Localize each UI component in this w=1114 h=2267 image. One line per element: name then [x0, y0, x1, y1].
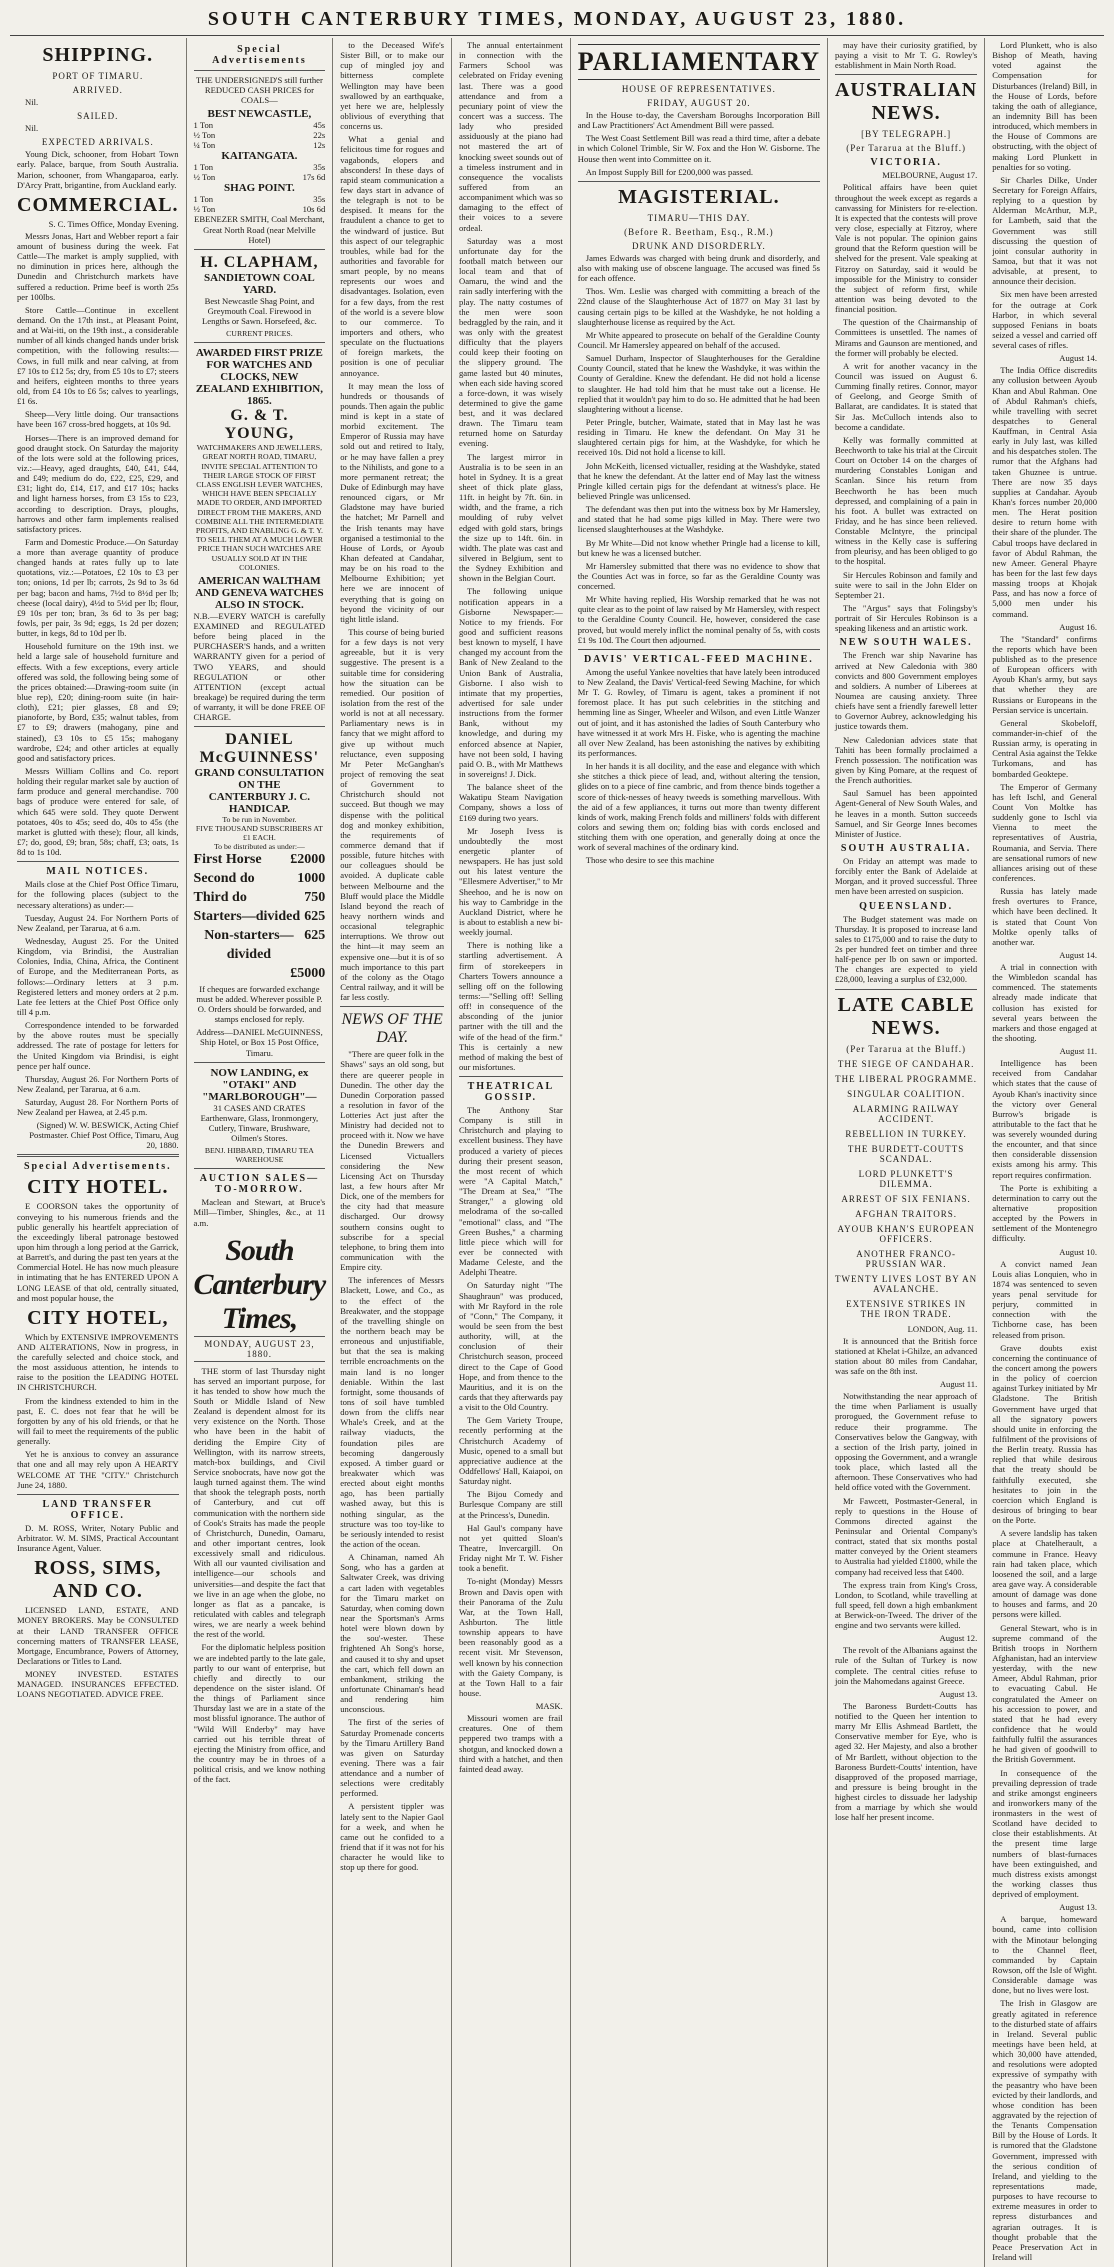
cable-para: The revolt of the Albanians against the rule of the Sultan of Turkey is now complete. The central cities refuse to join the Mahomedans against Greece.: [834, 1645, 978, 1686]
news-para: The first of the series of Saturday Promenade concerts by the Timaru Artillery Band was given on Saturday evening. There was a fair attendance and a number of selections were creditably performed.: [340, 1717, 444, 1799]
drunk-heading: DRUNK AND DISORDERLY.: [632, 240, 766, 251]
run-line: To be run in November.: [222, 815, 297, 825]
distributed-line: To be distributed as under:—: [213, 842, 305, 852]
auction-heading: AUCTION SALES—TO-MORROW.: [199, 1173, 320, 1196]
news-para: There is nothing like a startling advertisement. A firm of storekeepers in Charters Towers announce a selling off on the following terms:—"Selling off! Selling off! in consequence of the absconding of the junior partner with the till and the wife of the head of the firm." This is certainly a new method of making the best of our misfortunes.: [459, 940, 563, 1072]
expected-label: EXPECTED ARRIVALS.: [41, 137, 154, 148]
land-office-heading: LAND TRANSFER OFFICE.: [42, 1498, 154, 1521]
mag-para: Samuel Durham, Inspector of Slaughterhouses for the Geraldine County Council, stated that he knew the Washdyke, it was within the County of Geraldine. Knew the defendant. He did not hold a license to slaughter. He had told him that he must take out a license. He replied that it wouldn't pay him to do so. He admitted that he had been slaughtering without a license.: [577, 353, 820, 414]
mag-para: Mr White appeared to prosecute on behalf of the Geraldine County Council. Mr Hamersley appeared on behalf of the accused.: [577, 329, 820, 350]
city-hotel-para: Which by EXTENSIVE IMPROVEMENTS AND ALTERATIONS, Now in progress, in the carefully selected and choice stock, and the most assiduous attention, he intends to raise to the position the LEADING HOTEL IN CHRISTCHURCH.: [17, 1331, 179, 1393]
cable-dateline: August 13.: [1059, 1902, 1097, 1913]
mag-para: The defendant was then put into the witness box by Mr Hamersley, and stated that he had some pigs killed in May. There were two licensed slaughterhouses at the Washdyke.: [577, 504, 820, 535]
commercial-para: Sheep—Very little doing. Our transactions have been 167 cross-bred hoggets, at 10s 9d.: [17, 409, 179, 430]
coal-price-row: [194, 162, 326, 172]
clapham-name: H. CLAPHAM,: [200, 253, 319, 271]
magisterial-bench: (Before R. Beetham, Esq., R.M.): [624, 226, 774, 237]
shipping-heading: SHIPPING.: [42, 44, 154, 66]
leader-para: For the diplomatic helpless position we are indebted partly to the late gale, partly to our want of enterprise, but chiefly and directly to our dependence on the sister island. Of the things of Parliament since Thursday last we are in a state of the most blissful ignorance. The author of "Wild Will Enderby" may have carried out his terrible threat of ejecting the Ministry from office, and the country may be in throes of a political crisis, and we know nothing of the fact.: [193, 1642, 326, 1785]
coal-price-row: [194, 130, 326, 140]
theatre-para: The Anthony Star Company is still in Christchurch and playing to excellent business. They have produced a variety of pieces during their present season, the most recent of which were "A Capital Match," "The Dream at Sea," "The Stranger," a glowing old melodrama of the so-called "emotional" class, and "The Green Bushes," a charming little piece which will for ever be connected with Madame Celeste, and the Adelphi Theatre.: [459, 1105, 563, 1278]
theatre-para: On Saturday night "The Shaughraun" was produced, with Mr Rayford in the role of "Conn," The Company, it would be seen from the best authority, will, at the conclusion of their Christchurch season, proceed direct to the Cape of Good Hope, and from thence to the Mauritius, and it is on the cards that they afterwards pay a visit to the Old Country.: [459, 1280, 563, 1413]
city-hotel-name: CITY HOTEL,: [27, 1306, 169, 1329]
coal-price-row-value: 12s: [313, 140, 326, 151]
prize-row: [194, 927, 326, 965]
divider: [194, 726, 326, 727]
otaki-heading: NOW LANDING, ex "OTAKI" AND "MARLBOROUGH"—: [202, 1066, 317, 1103]
column-1: [10, 38, 187, 2267]
mail-para: Tuesday, August 24. For Northern Ports of New Zealand, per Tararua, at 6 a.m.: [17, 912, 179, 933]
city-hotel-para: E COORSON takes the opportunity of conveying to his numerous friends and the public generally his heartfelt appreciation of the exceedingly liberal patronage bestowed upon him through a long period at the Garrick, at Barrett's, and during the past ten years at the Commercial Hotel. He has now much pleasure in intimating that he has ENTERED UPON A LONG LEASE of that old, centrally situated, and most popular house, the: [17, 1201, 179, 1303]
mail-para: Wednesday, August 25. For the United Kingdom, via Brindisi, the Australian Colonies, India, China, Africa, the Continent of Europe, and the Mediterranean Ports, as follows:—Ordinary letters at 3 p.m. Registered letters and money orders at 2 p.m. Late fee letters at the Chief Post Office only till 4 p.m.: [17, 935, 179, 1017]
aus-para: The question of the Chairmanship of Committees is unsettled. The names of Mirams and Gaunson are mentioned, and the former will probably be elected.: [834, 317, 978, 358]
coal-intro: THE UNDERSIGNED'S still further REDUCED CASH PRICES for COALS—: [195, 75, 323, 106]
victoria-dateline: MELBOURNE, August 17.: [882, 170, 978, 181]
cable-para: Notwithstanding the near approach of the time when Parliament is usually prorogued, the Government refuse to reduce their programme. The Conservatives below the Gangway, with a section of the Irish party, joined in opposing the Government, and a wrangle took place, which lasted all the afternoon. These Conservatives who had held office voted with the Government.: [834, 1391, 978, 1493]
cable-para: Russia has lately made fresh overtures to France, which have been declined. It is stated that Count Von Moltke openly talks of another war.: [992, 886, 1097, 947]
coal-price-row: [194, 120, 326, 130]
divider: [194, 70, 326, 71]
aus-para: Sir Hercules Robinson and family and suite were to sail in the John Elder on September 21.: [834, 569, 978, 600]
subscribers-line: FIVE THOUSAND SUBSCRIBERS AT £1 EACH.: [195, 824, 323, 843]
cable-dateline: August 13.: [939, 1688, 978, 1699]
davis-para: Those who desire to see this machine: [585, 855, 715, 866]
newcastle-heading: BEST NEWCASTLE,: [207, 108, 312, 121]
coal-price-row-value: 45s: [313, 120, 326, 131]
prize-row-label: Second do: [193, 871, 255, 887]
masthead: SOUTH CANTERBURY TIMES, MONDAY, AUGUST 23, 1880.: [10, 8, 1104, 36]
news-para: Missouri women are frail creatures. One of them peppered two tramps with a shotgun, and knocked down a third with a hatchet, and then fainted dead away.: [459, 1713, 563, 1774]
davis-para: Among the useful Yankee novelties that have lately been introduced to New Zealand, the Davis' Vertical-feed Sewing Machine, for which Mr T. G. Rowley, of Timaru is agent, takes a prominent if not foremost place. It has put such celebrities in the stitching and hemming line as Singer, Wheeler and Wilson, and even Little Wanzer out of joint, and it has astonished the ladies of South Canterbury who have witnessed it at work Mrs H. Fiske, who is agenting the machine all over New Zealand, has been astonishing the natives by exhibiting its performances.: [577, 666, 820, 759]
cable-headline: LORD PLUNKETT'S DILEMMA.: [858, 1168, 954, 1189]
davis-para: may have their curiosity gratified, by paying a visit to Mr T. G. Rowley's establishment in Main North Road.: [834, 40, 978, 71]
prize-row-label: Third do: [193, 890, 247, 906]
cable-para: A convict named Jean Louis alias Lonquien, who in 1874 was sentenced to seven years penal servitude for perjury, committed in connection with the Tichborne case, has been released from prison.: [992, 1258, 1097, 1340]
gt-young-name: G. & T. YOUNG,: [224, 407, 295, 443]
qld-heading: QUEENSLAND.: [859, 900, 954, 912]
cable-para: The India Office discredits any collusion between Ayoub Khan and Abul Rahman. One of Abdul Rahman's chiefs, while travelling with secret despatches to General Kauffman, in Central Asia early in July last, was killed and his despatches stolen. The rumor that the Afghans had taken Ghuznee is untrue. There are now 35 days supplies at Candahar. Ayoub Khan's forces number 20,000 men. The Herat position desire to return home with their share of the plunder. The Cabul troops have declared in favor of Abdul Rahman, the new Ameer. General Phayre has been for the last few days massing troops at Khojak Pass, and has now a force of 5,000 men under his command.: [992, 365, 1097, 619]
aus-para: Kelly was formally committed at Beechworth to take his trial at the Circuit Court on October 14 on the charges of murdering Constables Lonigan and Scanlan. Since his return from Beechworth he has been much depressed, and complaining of a pain in his foot. A bullet was extracted on Friday, and he has since been relieved. Constable McIntyre, the principal witness in the Kelly case is suffering from pleurisy, and has been obliged to go to the hospital.: [834, 434, 978, 567]
coal-price-row-label: ½ Ton: [193, 172, 216, 183]
news-para: A Chinaman, named Ah Song, who has a garden at Saltwater Creek, was driving a cart laden with vegetables for the Timaru market on Saturday, when coming down near the Sportsman's Arms hotel were blown down by the sou'-wester. These frightened Ah Song's horse, and caused it to shy and upset the cart, which fell down an embankment, striking the unfortunate Chinaman's head and rendering him unconscious.: [340, 1552, 444, 1715]
handicap-title: CANTERBURY J. C. HANDICAP.: [208, 791, 311, 816]
port-heading: PORT OF TIMARU.: [52, 71, 144, 81]
cable-headline: REBELLION IN TURKEY.: [845, 1128, 967, 1139]
otaki-para: 31 CASES AND CRATES Earthenware, Glass, Ironmongery, Cutlery, Tinware, Brushware, Oilmen's Stores.: [200, 1102, 319, 1144]
watch-ad: [194, 347, 326, 722]
prize-row-label: First Horse: [193, 852, 262, 868]
cable-para: The Porte is exhibiting a determination to carry out the alternative proposition accepted by the Powers in settlement of the Montenegro difficulty.: [992, 1182, 1097, 1244]
leader-para: It may mean the loss of hundreds or thousands of pounds. Then again the public mind is kept in a state of morbid excitement. The Emperor of Russia may have sold out and retired to Italy, or he may have fallen a prey to the Nihilists, and gone to a more permanent retreat; the Duke of Edinburgh may have renounced cigars, or Mr Gladstone may have buried the hatchet; Mr Parnell and the Irish tenants may have organised a testimonial to the House of Lords, or Ayoub Khan defeated at Candahar, may be on his road to the Melbourne Exhibition; yet here we are innocent of everything that is going on beyond the vicinity of our tight little island.: [340, 380, 444, 624]
cable-para: The "Standard" confirms the reports which have been published as to the presence of European officers with Ayoub Khan's army, but says that whether they are Russians or Europeans in the Persian service is uncertain.: [992, 633, 1097, 715]
divider: [835, 989, 977, 990]
otaki-ad: [194, 1067, 326, 1165]
coal-price-row: [194, 140, 326, 150]
aus-para: A writ for another vacancy in the Council was issued on August 6. Cumming finally retires. Connor, mayor of Geelong, and George Smith of Ballarat, are candidates. It is stated that Sir Jas. McCulloch intends also to become a candidate.: [834, 360, 978, 432]
land-office-firm: ROSS, SIMS, AND CO.: [34, 1557, 162, 1603]
cable-dateline: August 11.: [939, 1379, 978, 1390]
news-para: The following unique notification appears in a Gisborne Newspaper:—Notice to my friends. For good and sufficient reasons best known to myself, I have changed my account from the Bank of New Zealand to the Union Bank of Australia, Gisborne. I also wish to intimate that my properties, advertised for sale under instructions from the former Bank, without my knowledge, and during my enforced absence at Napier, have not been sold, I having paid O. B., with Mr Matthews in sovereigns! J. Dick.: [459, 586, 563, 779]
mail-para: Saturday, August 28. For Northern Ports of New Zealand per Hawea, at 2.45 p.m.: [17, 1097, 179, 1118]
column-7: [985, 38, 1104, 2267]
coal-price-row-value: 35s: [313, 162, 326, 173]
prize-total: £5000: [290, 965, 326, 981]
shag-heading: SHAG POINT.: [224, 182, 295, 195]
cable-dateline: August 12.: [939, 1633, 978, 1644]
mag-para: John McKeith, licensed victualler, residing at the Washdyke, stated that he knew the defendant. At the latter end of May last the witness Pringle killed certain pigs for the defendant at witness's place. He believed Pringle was unlicensed.: [577, 460, 820, 501]
cable-para: A severe landslip has taken place at Chatelherault, a commune in France. Heavy rain had taken place, which loosened the soil, and a large area gave way. A considerable amount of damage was done to houses and farms, and 20 persons were killed.: [992, 1528, 1097, 1620]
cable-para: General Skobeloff, commander-in-chief of the Russian army, is operating in Central Asia against the Tekke Turkomans, and has bombarded Geoktepe.: [992, 717, 1097, 779]
column-5: [571, 38, 828, 2267]
cable-headline: SINGULAR COALITION.: [847, 1088, 966, 1099]
cable-para: Sir Charles Dilke, Under Secretary for Foreign Affairs, replying to a question by Alderman McArthur, M.P., for Lambeth, said that the Government was still discussing the question of joint consular authority in Samoa, but that it was not advisable, at present, to announce their decision.: [992, 174, 1097, 287]
theatre-para: Hal Gaul's company have not yet quitted Sloan's Theatre, Invercargill. On Friday night Mr T. W. Fisher took a benefit.: [459, 1522, 563, 1574]
cable-headline: THE BURDETT-COUTTS SCANDAL.: [847, 1143, 965, 1164]
commercial-heading: COMMERCIAL.: [17, 193, 179, 216]
mail-para: Thursday, August 26. For Northern Ports of New Zealand, per Tararua, at 6 a.m.: [17, 1073, 179, 1094]
magisterial-heading: MAGISTERIAL.: [618, 185, 780, 208]
cable-dateline: August 14.: [1059, 353, 1097, 364]
news-para: "There are queer folk in the Shaws" says an old song, but there are queerer people in Dunedin. The other day the Dunedin Corporation passed a resolution in favor of the Lotteries Act just after the Ministry had decided not to proceed with it. Now we have the Dunedin Brewers and Licensed Victuallers considering the New Licensing Act on Thursday last, a few hours after Mr Dick, one of the members for the city had that measure discharged. Our drowsy southern consins ought to subscribe for a special telephone, to bring them into communication with the Empire city.: [340, 1049, 444, 1273]
divider: [835, 74, 977, 75]
special-ads-heading: Special Advertisements.: [23, 1161, 172, 1173]
commercial-para: Store Cattle—Continue in excellent demand. On the 17th inst., at Pleasant Point, and at Wai-iti, on the 19th inst., a considerable number of all kinds changed hands under brisk competition, with the following results:—Cows, in full milk and near calving, at from £7 10s to £12 5s; dry, from £5 10s to £7; steers and heifers, eighteen months to three years old, from £4 10s to £6 5s; calves to yearlings, £1 6s.: [17, 304, 179, 407]
divider: [194, 1168, 326, 1169]
theatre-signature: MASK.: [535, 1701, 563, 1712]
coal-price-row: [194, 204, 326, 214]
cable-dateline: August 10.: [1059, 1246, 1097, 1257]
divider: [194, 249, 326, 250]
mail-heading: MAIL NOTICES.: [46, 866, 150, 878]
cable-headline: THE LIBERAL PROGRAMME.: [835, 1073, 978, 1084]
prize-row: [194, 908, 326, 927]
clapham-prices: CURRENT PRICES.: [226, 329, 293, 339]
sa-heading: SOUTH AUSTRALIA.: [840, 843, 972, 854]
coal-price-row-label: 1 Ton: [193, 120, 214, 131]
mag-para: Peter Pringle, butcher, Waimate, stated that in May last he was residing in Timaru. He knew the defendant. On May 31 he slaughtered certain pigs for him, at the Washdyke, for which he received 10s. Did not hold a license to kill.: [577, 416, 820, 458]
cable-headline: ALARMING RAILWAY ACCIDENT.: [852, 1103, 960, 1124]
prize-row-value: 625: [304, 928, 326, 943]
cable-headline: AFGHAN TRAITORS.: [855, 1208, 957, 1219]
coal-ad: [194, 75, 326, 245]
leader-para: This course of being buried for a few days is not very agreeable, but it is very suggestive. The present is a suitable time for considering how the situation can be remedied. Our position of isolation from the rest of the world is not at all necessary. Parliamentary news is in fancy that we might afford to give up without much reluctance, even supposing Mr Peter McGanghan's project of removing the seat of Government to Christchurch should not succeed. But though we may dispense with the political dog and monkey exhibition, the requirements of commerce demand that if possible, future hitches with our colleagues should be avoided. A duplicate cable between Melbourne and the Bluff would place the Middle Island beyond the reach of heavy northern winds and occasional telegraphic interruptions. We throw out the hint—it may seem an expensive one—but it is of so much importance to this part of the colony as the Otago Central railway, and it will be far less costly.: [340, 627, 444, 1003]
aus-para: The "Argus" says that Folingsby's portrait of Sir Hercules Robinson is a speaking likeness and an artistic work.: [834, 603, 978, 634]
australian-news-heading: AUSTRALIAN NEWS.: [834, 79, 978, 125]
expected-text: Young Dick, schooner, from Hobart Town early. Palace, barque, from South Australia. Marion, schooner, from Whangaparoa, early. D'Arcy Pratt, brigantine, from Auckland early.: [17, 149, 179, 190]
cable-para: The Emperor of Germany has left Ischl, and General Count Von Moltke has suddenly gone to Ischl via Vienna to meet the representatives of Austria, Roumania, and Servia. There are sensational rumors of new alliances arising out of these conferences.: [992, 781, 1097, 883]
mag-para: Thos. Wm. Leslie was charged with committing a breach of the 22nd clause of the Slaughterhouse Act of 1877 on May 31 last by causing certain pigs to be killed at the Washdyke, he not holding a slaughterhouse license as required by the Act.: [577, 286, 820, 327]
coal-price-row-label: 1 Ton: [193, 194, 214, 205]
theatre-para: The Bijou Comedy and Burlesque Company are still at the Princess's, Dunedin.: [459, 1489, 563, 1520]
prize-row-label: Non-starters—divided: [204, 928, 294, 962]
daniel-address: Address—DANIEL McGUINNESS, Ship Hotel, or Box 15 Post Office, Timaru.: [196, 1027, 323, 1058]
gt-young-para: N.B.—EVERY WATCH is carefully EXAMINED and REGULATED before being placed in the PURCHASER'S hands, and a written WARRANTY given for a period of TWO YEARS, and should REGULATION or other ATTENTION (except actual breakage) be required during the term of warranty, it will be done FREE OF CHARGE.: [193, 610, 326, 723]
aus-para: The Budget statement was made on Thursday. It is proposed to increase land sales to £175,000 and to raise the duty to 2s per hundred feet on timber and three half-pence per lb on sawn or imported. The changes are expected to yield £28,000, leaving a surplus of £32,000.: [834, 913, 978, 985]
mail-para: Correspondence intended to be forwarded by the above routes must be specially addressed. The rate of postage for letters for the United Kingdom via Brindisi, is eight pence per half ounce.: [17, 1020, 179, 1071]
arrived-text: Nil.: [25, 97, 39, 107]
city-hotel-para: Yet he is anxious to convey an assurance that one and all may rely upon A HEARTY WELCOME AT THE "CITY." Christchurch June 24, 1880.: [17, 1449, 179, 1490]
news-para: The annual entertainment in connection with the Farmers School was celebrated on Friday evening last. There was a good attendance and from a pecuniary point of view the concert was a success. The lady who presided assiduously at the piano had not mastered the art of knocking sweet sounds out of a timeless instrument and in consequence the vocalists suffered from an accompaniment which was so damaging to the effect of their voices to a severe ordeal.: [459, 40, 563, 233]
divider: [194, 1062, 326, 1063]
parliamentary-date: FRIDAY, AUGUST 20.: [647, 98, 751, 108]
by-telegraph: [BY TELEGRAPH.]: [861, 129, 952, 140]
kaitangata-heading: KAITANGATA.: [221, 150, 298, 163]
aus-para: The French war ship Navarine has arrived at New Caledonia with 380 convicts and 800 Government employes and soldiers. A number of Liberees at Noumea are causing anxiety. Three chiefs have sent a friendly farewell letter to Governor Aubrey, acknowledging his justice towards them.: [834, 650, 978, 732]
sailed-text: Nil.: [25, 123, 39, 134]
cable-dateline: LONDON, Aug. 11.: [907, 1323, 978, 1334]
award-line: AWARDED FIRST PRIZE FOR WATCHES AND CLOCKS, NEW ZEALAND EXHIBITION, 1865.: [195, 347, 323, 408]
cable-per-tararua: (Per Tararua at the Bluff.): [846, 1043, 966, 1054]
land-office-names: D. M. ROSS, Writer, Notary Public and Arbitrator. W. M. SIMS, Practical Accountant Insurance Agent, Valuer.: [17, 1522, 179, 1554]
house-heading: HOUSE OF REPRESENTATIVES.: [621, 84, 776, 94]
otaki-signature: BENJ. HIBBARD, TIMARU TEA WAREHOUSE: [204, 1146, 314, 1165]
cable-headline: ARREST OF SIX FENIANS.: [841, 1193, 971, 1204]
cable-para: Intelligence has been received from Candahar which states that the cause of Ayoub Khan's inactivity since the victory over General Burrow's brigade is attributable to the fact that he was severely wounded during the encounter, and that since then considerable dissension exists among his army. This report requires confirmation.: [992, 1058, 1097, 1180]
leader-para: What a genial and felicitous time for rogues and vagabonds, elopers and absconders! In these days of rapid steam communication a few days start in advance of the telegraph is not to be despised. It means for the fraudulent a chance to get to the windward of justice. But this aspect of our telegraphic troubles, while bad for the authorities and favorable for smart people, by no means represents our woes and disadvantages. Isolation, even for a few days, from the rest of the world is a severe blow to our commerce. To importers and others, who speculate on the fluctuations of foreign markets, the position is one of peculiar annoyance.: [340, 134, 444, 378]
daniel-para: If cheques are forwarded exchange must be added. Wherever possible P. O. Orders should be forwarded, and stamps enclosed for reply.: [196, 983, 323, 1025]
coal-price-row-label: ½ Ton: [193, 130, 216, 141]
aus-para: Political affairs have been quiet throughout the week except as regards a canvassing for Ministers for re-election. It is expected that the contests will prove very close, especially at Fitzroy, where Vale is not popular. The opinion gains ground that the Reform question will be shelved for the present. Vale speaking at Fitzroy on Saturday, said it would be impossible for the Ministry to consider the subject of reform first, while attention was being devoted to the financial position.: [834, 182, 978, 315]
coal-price-row-value: 35s: [313, 194, 326, 205]
commercial-para: Household furniture on the 19th inst. we held a large sale of household furniture and effects. With a few exceptions, every article offered was sold, the following being some of the prices obtained:—Drawing-room suite (in blue rep), £20; dining-room suite (in hair-cloth), £21; pier glasses, £8 and £9; pianoforte, by Bord, £35; walnut tables, from £7 to £9; drawers (mahogany, pine and stained), £3 10s to £5 15s; mahogany wardrobe, £24; and other articles at equally good and satisfactory prices.: [17, 641, 179, 763]
commercial-para: Messrs William Collins and Co. report holding their regular market sale by auction of farm produce and general merchandise. 700 bags of produce were entered for sale, of which 645 were sold. They quote Derwent potatoes, 40s to 45s; seed do, 40s to 45s (the market is glutted with these); flour, all kinds, £7; do, good, £9; bran, 58s; chaff, £3; oats, 1s 8d to 1s 10d.: [17, 766, 179, 858]
sailed-label: SAILED.: [77, 111, 119, 122]
divider: [340, 1006, 444, 1007]
cable-dateline: August 16.: [1059, 621, 1097, 632]
parl-para: An Impost Supply Bill for £200,000 was passed.: [585, 166, 754, 177]
coal-price-row: [194, 194, 326, 204]
news-para: A persistent tippler was lately sent to the Napier Gaol for a week, and when he came out he confided to a friend that if it was not for his character he would like to stop up there for good.: [340, 1801, 444, 1873]
cable-para: The Irish in Glasgow are greatly agitated in reference to the disturbed state of affairs in Ireland. Several public meetings have been held, at which 30,000 have attended, and resolutions were adopted expressive of sympathy with the peasantry who have been evicted by their landlords, and whose condition has been aggravated by the rejection of the Tenants Compensation Bill by the House of Lords. It is rumored that the Gladstone Government, impressed with the serious condition of Ireland, and yielding to the representations made, purposes to have recourse to extreme measures in order to repress disturbances and agrarian outrages. It is thought probable that the Peace Preservation Act in Ireland will: [992, 1998, 1097, 2262]
divider: [578, 649, 820, 650]
clapham-ad: [194, 254, 326, 338]
cable-para: General Stewart, who is in supreme command of the British troops in Northern Afghanistan, had an interview yesterday, with the new Ameer, Abdul Rahman, prior to evacuating Cabul. He congratulated the Ameer on his accession to power, and stated that he had every confidence that he would faithfully fulfil the assurances he had given of goodwill to the British Government.: [992, 1622, 1097, 1765]
theatre-para: The Gem Variety Troupe, recently performing at the Christchurch Academy of Music, opened to a small but appreciative audience at the Oddfellows' Hall, Kaiapoi, on Saturday night.: [459, 1415, 563, 1487]
cable-para: In consequence of the prevailing depression of trade and strike amongst engineers and ironworkers many of the ironmasters in the west of Scotland have decided to close their establishments. At the present time large numbers of blast-furnaces have been extinguished, and much distress exists amongst the working classes thus deprived of employment.: [992, 1767, 1097, 1900]
leader-para: THE storm of last Thursday night has served an important purpose, for it has tended to show how much the South or Middle Island of New Zealand is dependent almost for its very existence on the North. Those who have been in the habit of deriding the Empire City of Wellington, with its narrow streets, match-box buildings, and Civil Service snobocrats, have now got the laugh turned against them. The wind that shook the telegraph posts, north of Canterbury, and cut off communication with the northern side of Cook's Straits has made the people of Christchurch, Dunedin, Oamaru, and other important centres, look excessively small and ridiculous. With all our vaunted civilisation and intelligence—our schools and universities—and despite the fact that we live in an age when the globe, no longer as flat as a pancake, is reticulated with cables and telegraph wires, we are nearly a week behind the rest of the world.: [193, 1365, 326, 1640]
cable-headline: THE SIEGE OF CANDAHAR.: [837, 1058, 975, 1069]
commercial-para: Messrs Jonas, Hart and Webber report a fair amount of business during the week. Fat Cattle—The market is amply supplied, with no diminution in prices here, although the Dunedin and Christchurch markets have suffered a reduction. Prime beef is worth 25s per 100lbs.: [17, 230, 179, 302]
davis-heading: DAVIS' VERTICAL-FEED MACHINE.: [583, 653, 814, 665]
mag-para: Mr White having replied, His Worship remarked that he was not quite clear as to the point of law raised by Mr Hamersley, with respect to the Geraldine County Council. He, however, considered the case proved, but would merely inflict the nominal penalty of 5s, with costs £1 9s 10d. The Court then adjourned.: [577, 594, 820, 645]
cable-para: Six men have been arrested for the outrage at Cork Harbor, in which several supposed Fenians in boats seized a vessel and carried off several cases of rifles.: [992, 289, 1097, 351]
auction-para: Maclean and Stewart, at Bruce's Mill—Timber, Shingles, &c., at 11 a.m.: [193, 1197, 326, 1228]
coal-merchant: EBENEZER SMITH, Coal Merchant, Great North Road (near Melville Hotel): [194, 214, 325, 245]
cable-dateline: August 14.: [1059, 949, 1097, 960]
column-4: [452, 38, 571, 2267]
city-hotel-para: From the kindness extended to him in the past, E. C. does not fear that he will be forgotten by any of his old friends, or that he will fail to meet the requirements of the public generally.: [17, 1395, 179, 1447]
divider: [17, 1154, 179, 1157]
prize-row-value: 1000: [297, 871, 326, 887]
newcastle-price-list: [194, 120, 326, 150]
per-tararua: (Per Tararua at the Bluff.): [846, 143, 966, 154]
news-para: Saturday was a most unfortunate day for the football match between our local team and that of Oamaru, the wind and the rain sadly interfering with the play. The natty costumes of the men were soon bedraggled by the rain, and it was only with the greatest difficulty that the players could keep their footing on the slippery ground. The game lasted but 40 minutes, when each side having scored a force-down, it was wisely determined to give the game best, and it was declared drawn. The Timaru team returned home on Saturday evening.: [459, 235, 563, 449]
mag-para: James Edwards was charged with being drunk and disorderly, and also with making use of obscene language. The accused was fined 5s for each offence.: [577, 252, 820, 284]
clapham-sub: SANDIETOWN COAL YARD.: [204, 271, 315, 296]
shag-price-list: [194, 194, 326, 214]
cable-para: A trial in connection with the Wimbledon scandal has commenced. The statements already made indicate that collusion has existed for several years between the markers and those engaged at the shooting.: [992, 961, 1097, 1043]
news-para: Mr Joseph Ivess is undoubtedly the most energetic planter of newspapers. He has just sold out his latest venture the "Ellesmere Advertiser," to Mr Sheehoo, and he is now on his way to Cambridge in the Auckland District, where he is about to establish a new bi-weekly journal.: [459, 825, 563, 938]
cable-para: Grave doubts exist concerning the continuance of the concert among the powers in the policy of coercion against Turkey initiated by Mr Gladstone. The British Government have urged that all the signatory powers should unite in enforcing the fulfilment of the provisions of the Berlin treaty. Russia has replied that while desirous that the treaty should be faithfully executed, she hesitates to join in the coercion which England is desirous of bringing to bear on the Porte.: [992, 1342, 1097, 1526]
arrived-label: ARRIVED.: [72, 85, 123, 95]
late-cable-heading: LATE CABLE NEWS.: [837, 993, 975, 1039]
coal-price-row-value: 17s 6d: [302, 172, 326, 183]
cable-headline: AYOUB KHAN'S EUROPEAN OFFICERS.: [837, 1223, 975, 1244]
column-6: [828, 38, 985, 2267]
paper-title: South Canterbury Times,: [193, 1233, 326, 1335]
mag-para: By Mr White—Did not know whether Pringle had a license to kill, but knew he was a licensed butcher.: [577, 537, 820, 558]
cable-headline: TWENTY LIVES LOST BY AN AVALANCHE.: [835, 1273, 978, 1294]
divider: [194, 342, 326, 343]
cable-para: The express train from King's Cross, London, to Scotland, while travelling at full speed, fell down a high embankment at Berwick-on-Tweed. The driver of the engine and two servants were killed.: [834, 1579, 978, 1631]
parl-para: The West Coast Settlement Bill was read a third time, after a debate in which Colonel Trimble, Sir W. Fox and the Hon W. Gisborne. The House then went into Committee on it.: [577, 133, 820, 164]
headline-list: [835, 1059, 977, 1319]
parl-para: In the House to-day, the Caversham Boroughs Incorporation Bill and Law Practitioners' Act Amendment Bill were passed.: [577, 110, 820, 131]
coal-price-row-label: ¼ Ton: [193, 140, 216, 151]
clapham-para: Best Newcastle Shag Point, and Greymouth Coal. Firewood in Lengths or Sawn. Horsefeed, &c.: [202, 295, 317, 327]
mail-signature: (Signed) W. W. BESWICK, Acting Chief Postmaster. Chief Post Office, Timaru, Aug 20, 1880.: [29, 1120, 179, 1151]
news-para: The inferences of Messrs Blackett, Lowe, and Co., as to the effect of the Breakwater, and the stoppage of the travelling shingle on the northern beach may be erroneous and unjustifiable, but that the sea is making terrible encroachments on the main land is no longer deniable. Within the last fortnight, some thousands of tons of soil have tumbled down from the cliffs near Whale's Creek, and at the railway viaducts, the foundation piles are becoming dangerously exposed. A timber guard or breakwater which was erected about eight months ago, has been partially washed away, but this is nothing singular, as the structure was too toy-like to be seriously intended to resist the action of the ocean.: [340, 1275, 444, 1549]
prize-row: [194, 870, 326, 889]
land-office-para: MONEY INVESTED. ESTATES MANAGED. INSURANCES EFFECTED. LOANS NEGOTIATED. ADVICE FREE.: [17, 1669, 179, 1700]
prize-row-label: Starters—divided: [193, 909, 301, 925]
special-ads-heading: Special Advertisements: [212, 44, 307, 66]
theatrical-heading: THEATRICAL GOSSIP.: [467, 1081, 555, 1104]
prize-row-value: 625: [304, 909, 326, 925]
leader-para: to the Deceased Wife's Sister Bill, or to make our cup of mingled joy and bitterness complete Wellington may have been swallowed by an earthquake, yet here we are, helplessly oblivious of everything that concerns us.: [340, 40, 444, 132]
nsw-heading: NEW SOUTH WALES.: [839, 637, 973, 649]
cable-para: Lord Plunkett, who is also Bishop of Meath, having voted against the Compensation for Disturbances (Ireland) Bill, in the House of Lords, before taking the oath of allegiance, an indemnity Bill has been introduced, which members in the House of Commons are obstructing, with the object of making Lord Plunkett in penalties for so voting.: [992, 40, 1097, 172]
divider: [17, 1494, 179, 1495]
gt-young-waltham: AMERICAN WALTHAM AND GENEVA WATCHES ALSO IN STOCK.: [195, 574, 324, 611]
cable-para: A barque, homeward bound, came into collision with the Minotaur belonging to the Channel fleet, commanded by Captain Rowson, off the Isle of Wight. Considerable damage was done, but no lives were lost.: [992, 1914, 1097, 1996]
land-office-para: LICENSED LAND, ESTATE, AND MONEY BROKERS. May be CONSULTED at their LAND TRANSFER OFFICE concerning matters of TRANSFER LEASE, Mortgage, Encumbrance, Powers of Attorney, Declarations or Titles to Land.: [17, 1605, 179, 1667]
news-para: The balance sheet of the Wakatipu Steam Navigation Company, shows a loss of £169 during two years.: [459, 782, 563, 823]
prize-row-value: £2000: [290, 852, 326, 868]
kaitangata-price-list: [194, 162, 326, 182]
column-grid: [10, 38, 1104, 2262]
coal-price-row-label: 1 Ton: [193, 162, 214, 173]
cable-headline: EXTENSIVE STRIKES IN THE IRON TRADE.: [846, 1298, 967, 1319]
column-3: [333, 38, 452, 2267]
commercial-office: S. C. Times Office, Monday Evening.: [48, 218, 179, 229]
prize-row: [194, 889, 326, 908]
consultation-ad: [194, 731, 326, 1057]
prize-list: [194, 851, 326, 964]
news-of-day-heading: NEWS OF THE DAY.: [341, 1011, 443, 1047]
news-para: The largest mirror in Australia is to be seen in an hotel in Sydney. It is a great sheet of thick plate glass, 11ft. in height by 7ft. 6in. in width, and the frame, a rich moulding of ruby velvet edged with gold stars, brings the size up to 14ft. 6in. in width. The plate was cast and silvered in Belgium, sent to the Sydney Exhibition and shown in the Belgian Court.: [459, 451, 563, 584]
cable-para: The Baroness Burdett-Coutts has notified to the Queen her intention to marry Mr Ellis Ashmead Bartlett, the Conservative member for Eye, who is aged 32. Her Majesty, and also a brother of Mr Bartlett, without objection to the Baroness Burdett-Coutts' intention, have disapproved of the proposed marriage, and pressure is being brought in the highest circles to dissuade her ladyship from a marriage by which she would lose half her present income.: [834, 1700, 978, 1823]
cable-para: Mr Fawcett, Postmaster-General, in reply to questions in the House of Commons directed against the Peninsular and Oriental Company's contract, stated that six months postal matter conveyed by the Orient steamers to Australia had yielded £1800, while the company had received less that £400.: [834, 1495, 978, 1577]
commercial-para: Farm and Domestic Produce.—On Saturday a more than average quantity of produce changed hands at rates fully up to late quotations, viz.:—Potatoes, £2 10s to £3 per ton; onions, 1d per lb; carrots, 2s 9d to 3s 6d per bag; bacon and hams, 7½d to 8½d per lb; cheese (local dairy), 4½d to 5½d per lb; flour, £9 10s per ton; bran, 3s 6d to 3s per bag; fowls, per pair, 3s 9d; eggs, 1s 2d per dozen; butter, in kegs, 8d to 10d per lb.: [17, 536, 179, 639]
magisterial-sub: TIMARU—THIS DAY.: [647, 212, 751, 223]
daniel-name: DANIEL McGUINNESS': [199, 731, 320, 767]
coal-price-row: [194, 172, 326, 182]
column-2: [187, 38, 334, 2267]
paper-dateline: MONDAY, AUGUST 23, 1880.: [194, 1336, 326, 1362]
mail-para: Mails close at the Chief Post Office Timaru, for the following places (subject to the necessary alterations) as under:—: [17, 879, 179, 910]
cable-para: It is announced that the British force stationed at Khelat i-Ghilze, an advanced station about 80 miles from Candahar, was safe on the 8th inst.: [834, 1335, 978, 1376]
divider: [578, 181, 820, 182]
cable-dateline: August 11.: [1059, 1046, 1097, 1057]
cable-headline: ANOTHER FRANCO-PRUSSIAN WAR.: [856, 1248, 956, 1269]
coal-price-row-value: 10s 6d: [302, 204, 326, 215]
aus-para: Saul Samuel has been appointed Agent-General of New South Wales, and he leaves in a month. Sutton succeeds Samuel, and Sir George Innes becomes Minister of Justice.: [834, 788, 978, 839]
mag-para: Mr Hamersley submitted that there was no evidence to show that the Counties Act was in force, so far as the Geraldine County was concerned.: [577, 560, 820, 592]
victoria-heading: VICTORIA.: [870, 157, 942, 169]
city-hotel-heading: CITY HOTEL.: [27, 1176, 169, 1199]
aus-para: New Caledonian advices state that Tahiti has been formally proclaimed a French possession. The notification was given by King Pomare, at the request of the French authorities.: [834, 734, 978, 786]
grand-consultation: GRAND CONSULTATION ON THE: [194, 767, 325, 792]
theatre-para: To-night (Monday) Messrs Brown and Davis open with their Panorama of the Zulu War, at the Town Hall, Ashburton. The little township appears to have been reasonably good as a recent visit. Mr Stevenson, well known by his connection with the Gaiety Company, is at the Town Hall to a fair house.: [459, 1576, 563, 1698]
davis-para: In her hands it is all docility, and the ease and elegance with which she stitches a thick piece of lead, and, without altering the tension, glides on to a piece of fine cambric, and from thence binds together a score of thick-nesses of heavy tweeds is something marvellous. With the aid of a few appliances, it turns out more than twenty different kinds of work, making French folds and milliners' folds with different colors and sewing them on; folding bias with cords enclosed and stitching them with one operation, and generally doing at once the work of several machines of the ordinary kind.: [577, 761, 820, 853]
divider: [17, 861, 179, 862]
gt-young-para: WATCHMAKERS AND JEWELLERS, GREAT NORTH ROAD, TIMARU, INVITE SPECIAL ATTENTION TO THEIR LARGE STOCK OF FIRST CLASS ENGLISH LEVER WATCHES, WHICH HAVE BEEN SPECIALLY MADE TO ORDER, AND IMPORTED DIRECT FROM THE MAKERS, AND COMBINE ALL THE INTERMEDIATE PROFITS, AND ENABLING G. & T. Y. TO SELL THEM AT A MUCH LOWER PRICE THAN SUCH WATCHES ARE USUALLY SOLD AT IN THE COLONIES.: [195, 443, 324, 572]
prize-row-value: 750: [304, 890, 326, 906]
parliamentary-heading: PARLIAMENTARY: [578, 44, 820, 80]
divider: [459, 1076, 563, 1077]
prize-row: [194, 851, 326, 870]
coal-price-row-label: ½ Ton: [193, 204, 216, 215]
coal-price-row-value: 22s: [313, 130, 326, 141]
commercial-para: Horses—There is an improved demand for good draught stock. On Saturday the majority of the lots were sold at the following prices, viz.:—Heavy, aged draughts, £40, £41, £44, and £49; medium do do, £22, £25, £29, and £31; light do, £14, £17, and £17 10s; hacks and light harness horses, from £3 15s to £23, according to description. Drays, ploughs, harrows and other farm implements realised satisfactory prices.: [17, 432, 179, 534]
aus-para: On Friday an attempt was made to forcibly enter the Bank of Adelaide at Morgan, and it proved successful. Three men have been arrested on suspicion.: [834, 856, 978, 897]
